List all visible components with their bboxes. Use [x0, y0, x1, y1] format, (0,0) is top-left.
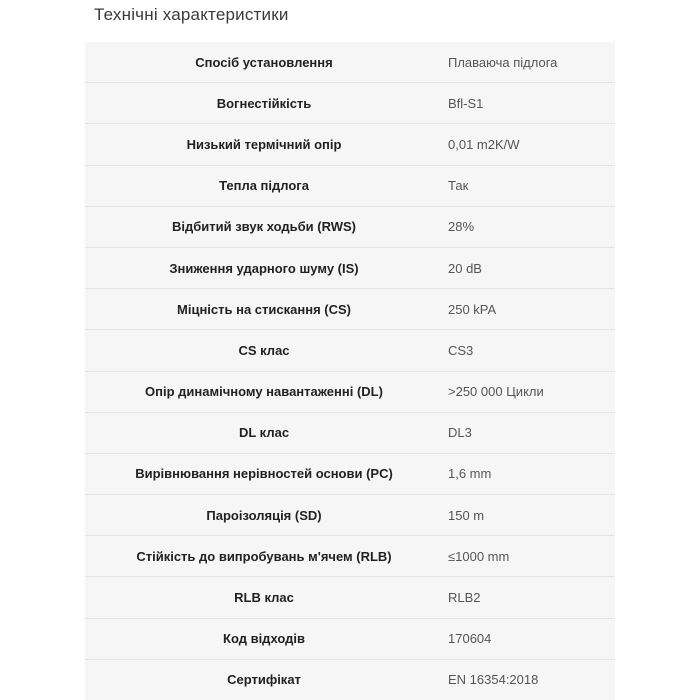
table-row — [85, 288, 615, 329]
table-row — [85, 618, 615, 659]
spec-label: DL клас — [238, 425, 290, 441]
spec-value: 28% — [448, 219, 475, 235]
spec-label: Стійкість до випробувань м'ячем (RLB) — [136, 548, 392, 564]
spec-label: Пароізоляція (SD) — [206, 507, 322, 523]
spec-label: CS клас — [238, 342, 290, 358]
spec-value: EN 16354:2018 — [448, 672, 539, 688]
spec-value: Так — [448, 178, 469, 194]
table-row — [85, 247, 615, 288]
spec-value: 0,01 m2K/W — [448, 136, 520, 152]
spec-value: 170604 — [448, 631, 492, 647]
table-row — [85, 42, 615, 82]
table-row — [85, 659, 615, 700]
spec-label: Опір динамічному навантаженні (DL) — [145, 384, 383, 400]
table-row — [85, 82, 615, 123]
spec-label: RLB клас — [234, 590, 294, 606]
table-row — [85, 371, 615, 412]
table-row — [85, 453, 615, 494]
spec-value: 20 dB — [448, 260, 482, 276]
spec-value: RLB2 — [448, 590, 481, 606]
spec-value: 1,6 mm — [448, 466, 492, 482]
spec-value: DL3 — [448, 425, 472, 441]
spec-value: ≤1000 mm — [448, 548, 510, 564]
spec-label: Низький термічний опір — [186, 136, 342, 152]
spec-value: Плаваюча підлога — [448, 54, 558, 70]
spec-value: Bfl-S1 — [448, 95, 484, 111]
table-row — [85, 329, 615, 370]
spec-value: >250 000 Цикли — [448, 384, 544, 400]
table-row — [85, 123, 615, 164]
table-row — [85, 576, 615, 617]
spec-value: CS3 — [448, 342, 474, 358]
table-row — [85, 165, 615, 206]
spec-label: Зниження ударного шуму (IS) — [169, 260, 359, 276]
spec-label: Міцність на стискання (CS) — [177, 301, 351, 317]
spec-value: 250 kPA — [448, 301, 497, 317]
table-row — [85, 535, 615, 576]
spec-label: Тепла підлога — [219, 178, 309, 194]
spec-table — [85, 42, 615, 700]
table-row — [85, 494, 615, 535]
spec-label: Вирівнювання нерівностей основи (PC) — [135, 466, 393, 482]
table-row — [85, 412, 615, 453]
spec-label: Вогнестійкість — [216, 95, 312, 111]
spec-label: Відбитий звук ходьби (RWS) — [171, 219, 357, 235]
spec-label: Спосіб установлення — [195, 54, 333, 70]
spec-label: Код відходів — [223, 631, 305, 647]
table-row — [85, 206, 615, 247]
page-title: Технічні характеристики — [94, 5, 289, 24]
spec-value: 150 m — [448, 507, 485, 523]
spec-label: Сертифікат — [227, 672, 301, 688]
